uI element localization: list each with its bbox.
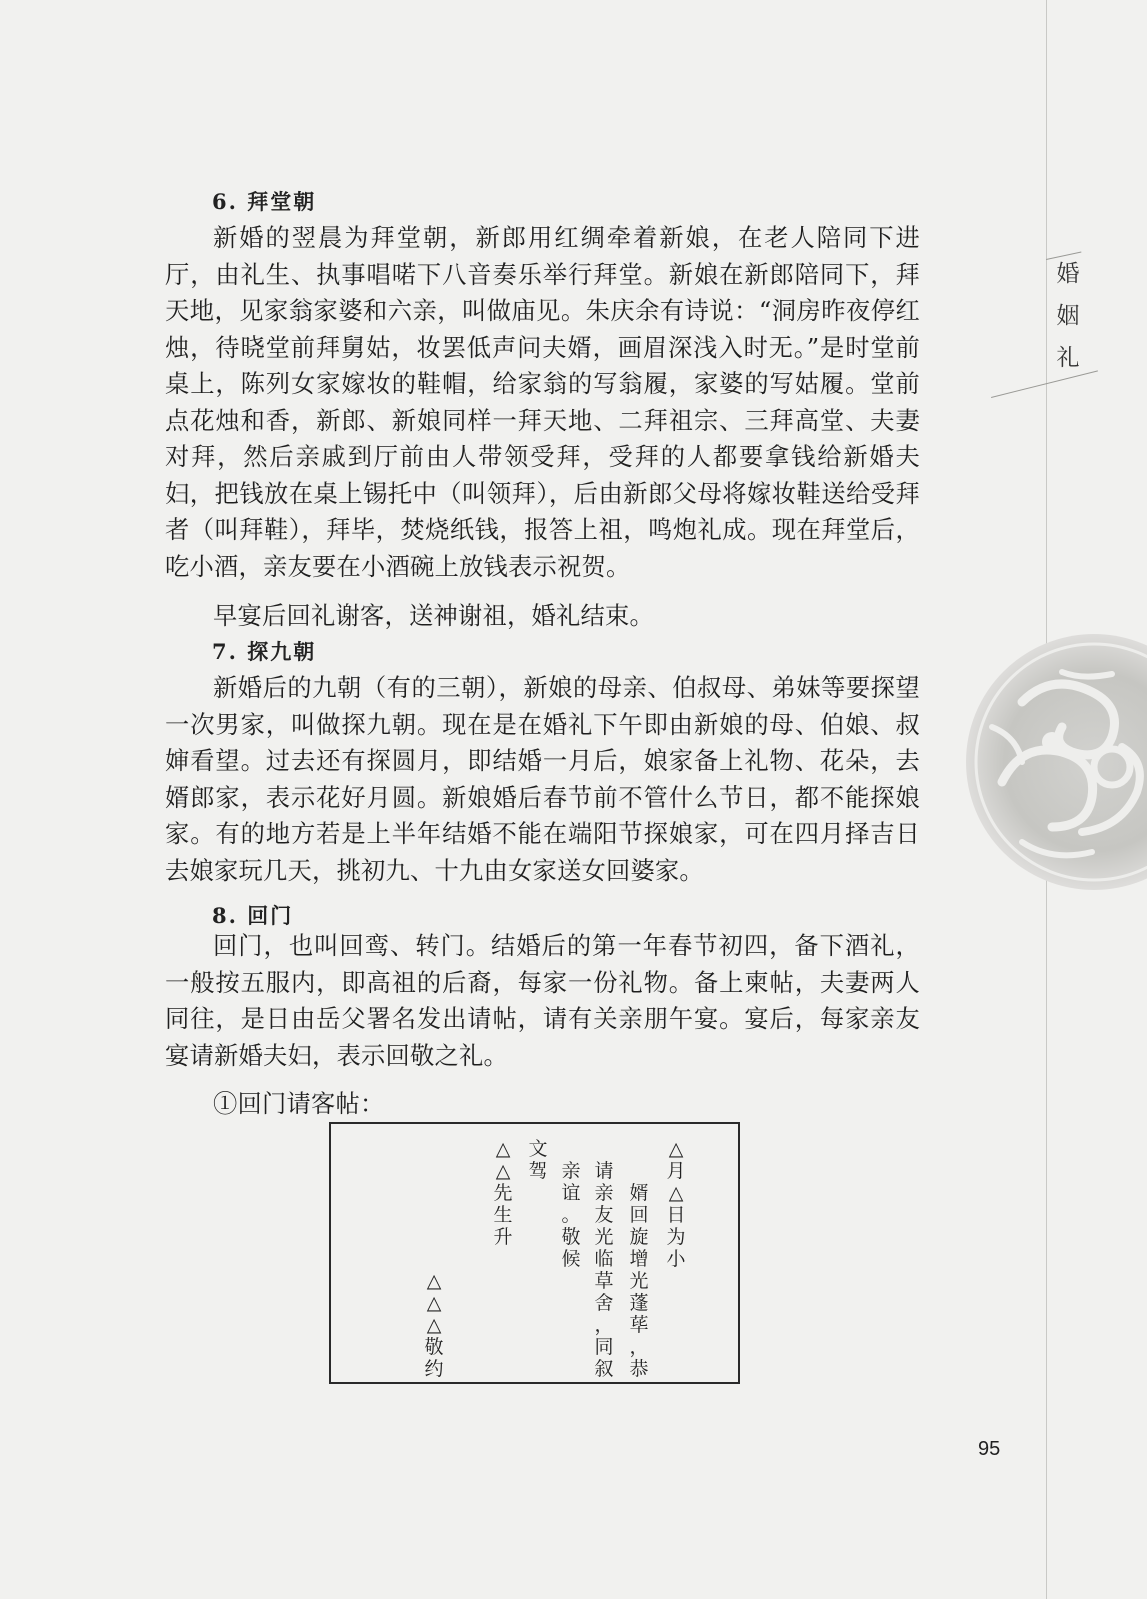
chapter-side-tab — [1046, 245, 1116, 390]
paragraph: ①回门请客帖： — [213, 1089, 385, 1118]
vertical-char: ， — [594, 1314, 614, 1336]
invitation-column — [628, 1182, 650, 1380]
vertical-char: 生 — [493, 1204, 513, 1226]
vertical-char: 蓬 — [629, 1292, 649, 1314]
side-tab-char: 姻 — [1056, 303, 1080, 329]
decorative-seal-icon — [962, 632, 1147, 892]
vertical-char: 请 — [594, 1160, 614, 1182]
vertical-char: 谊 — [561, 1182, 581, 1204]
side-tab-char: 礼 — [1056, 345, 1080, 371]
invitation-column — [665, 1138, 687, 1270]
vertical-char: △ — [426, 1270, 442, 1292]
vertical-char: 草 — [594, 1270, 614, 1292]
vertical-char: 恭 — [629, 1358, 649, 1380]
invitation-column — [527, 1138, 549, 1182]
invitation-column — [492, 1138, 514, 1248]
vertical-char: 旋 — [629, 1226, 649, 1248]
vertical-char: 候 — [561, 1248, 581, 1270]
vertical-char: 婿 — [629, 1182, 649, 1204]
invitation-column — [423, 1270, 445, 1380]
paragraph: 早宴后回礼谢客，送神谢祖，婚礼结束。 — [213, 601, 654, 630]
section-heading: 8. 回门 — [212, 903, 294, 928]
paragraph: 新婚的翌晨为拜堂朝，新郎用红绸牵着新娘，在老人陪同下进厅，由礼生、执事唱喏下八音奏乐举行拜堂。新娘在新郎陪同下，拜天地，见家翁家婆和六亲，叫做庙见。朱庆余有诗说：“洞房昨夜停红烛，待晓堂前拜舅姑，妆罢低声问夫婿，画眉深浅入时无。”是时堂前桌上，陈列女家嫁妆的鞋帽，给家翁的写翁履，家婆的写姑履。堂前点花烛和香，新郎、新娘同样一拜天地、二拜祖宗、三拜高堂、夫妻对拜，然后亲戚到厅前由人带领受拜，受拜的人都要拿钱给新婚夫妇，把钱放在桌上锡托中（叫领拜），后由新郎父母将嫁妆鞋送给受拜者（叫拜鞋），拜毕，焚烧纸钱，报答上祖，鸣炮礼成。现在拜堂后，吃小酒，亲友要在小酒碗上放钱表示祝贺。 — [165, 223, 920, 581]
vertical-char: △ — [668, 1182, 684, 1204]
vertical-char: ， — [629, 1336, 649, 1358]
page-number: 95 — [978, 1438, 1001, 1460]
vertical-char: 先 — [493, 1182, 513, 1204]
vertical-char: 敬 — [424, 1336, 444, 1358]
vertical-char: 。 — [561, 1204, 581, 1226]
paragraph: 回门，也叫回鸾、转门。结婚后的第一年春节初四，备下酒礼，一般按五服内，即高祖的后裔，每家一份礼物。备上柬帖，夫妻两人同往，是日由岳父署名发出请帖，请有关亲朋午宴。宴后，每家亲友宴请新婚夫妇，表示回敬之礼。 — [165, 931, 920, 1070]
vertical-char: △ — [495, 1138, 511, 1160]
vertical-char: 亲 — [561, 1160, 581, 1182]
vertical-char: 小 — [666, 1248, 686, 1270]
vertical-char: 升 — [493, 1226, 513, 1248]
paragraph: 新婚后的九朝（有的三朝），新娘的母亲、伯叔母、弟妹等要探望一次男家，叫做探九朝。现在是在婚礼下午即由新娘的母、伯娘、叔婶看望。过去还有探圆月，即结婚一月后，娘家备上礼物、花朵，去婿郎家，表示花好月圆。新娘婚后春节前不管什么节日，都不能探娘家。有的地方若是上半年结婚不能在端阳节探娘家，可在四月择吉日去娘家玩几天，挑初九、十九由女家送女回婆家。 — [165, 673, 920, 885]
side-tab-char: 婚 — [1056, 261, 1080, 287]
vertical-char: 增 — [629, 1248, 649, 1270]
vertical-char: 临 — [594, 1248, 614, 1270]
vertical-char: 同 — [594, 1336, 614, 1358]
vertical-char: 友 — [594, 1204, 614, 1226]
vertical-char: 舍 — [594, 1292, 614, 1314]
vertical-char: 日 — [666, 1204, 686, 1226]
vertical-char: △ — [426, 1292, 442, 1314]
invitation-column — [593, 1160, 615, 1380]
vertical-char: 叙 — [594, 1358, 614, 1380]
vertical-char: 亲 — [594, 1182, 614, 1204]
vertical-char: 回 — [629, 1204, 649, 1226]
vertical-char: 月 — [666, 1160, 686, 1182]
vertical-char: 驾 — [528, 1160, 548, 1182]
vertical-char: 约 — [424, 1358, 444, 1380]
vertical-char: △ — [426, 1314, 442, 1336]
invitation-column — [560, 1160, 582, 1270]
vertical-char: 文 — [528, 1138, 548, 1160]
vertical-char: 光 — [594, 1226, 614, 1248]
tab-divider-line — [991, 370, 1098, 398]
vertical-char: 为 — [666, 1226, 686, 1248]
vertical-char: 敬 — [561, 1226, 581, 1248]
vertical-char: 光 — [629, 1270, 649, 1292]
vertical-char: 荜 — [629, 1314, 649, 1336]
section-heading: 6. 拜堂朝 — [212, 189, 317, 214]
invitation-card — [329, 1122, 740, 1384]
section-heading: 7. 探九朝 — [212, 639, 317, 664]
vertical-char: △ — [495, 1160, 511, 1182]
vertical-char: △ — [668, 1138, 684, 1160]
